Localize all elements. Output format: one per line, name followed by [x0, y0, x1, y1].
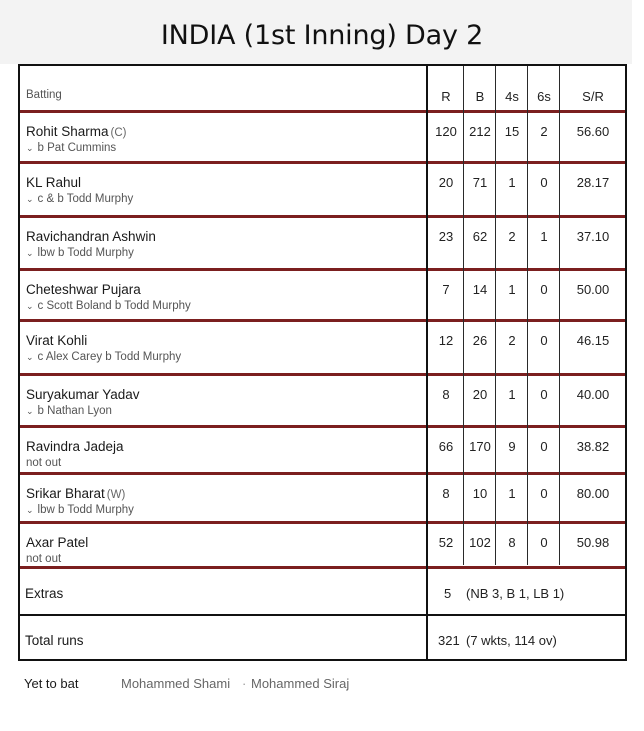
dismissal-text: not out	[26, 457, 62, 469]
strike-rate-cell: 38.82	[576, 439, 610, 454]
sixes-cell: 1	[540, 229, 548, 244]
strike-rate-cell: 50.00	[576, 282, 610, 297]
batter-name: KL Rahul	[26, 175, 82, 190]
header-sixes: 6s	[537, 89, 551, 104]
dismissal-toggle	[26, 457, 61, 469]
balls-cell: 62	[472, 229, 488, 244]
runs-cell: 8	[442, 486, 450, 501]
batter-name: Srikar Bharat (W)	[26, 486, 126, 501]
batter-row[interactable]	[20, 113, 625, 164]
dismissal-toggle[interactable]	[26, 300, 191, 312]
batter-row[interactable]	[20, 475, 625, 524]
extras-label: Extras	[25, 586, 64, 601]
batter-name: Suryakumar Yadav	[26, 387, 140, 402]
strike-rate-cell: 56.60	[576, 124, 610, 139]
runs-cell: 8	[442, 387, 450, 402]
fours-cell: 1	[508, 387, 516, 402]
runs-cell: 66	[438, 439, 454, 454]
runs-cell: 52	[438, 535, 454, 550]
yet-to-bat-player[interactable]: Mohammed Siraj	[251, 676, 350, 691]
chevron-down-icon: ⌄	[26, 143, 34, 153]
scorecard-table	[18, 64, 627, 661]
sixes-cell: 0	[540, 282, 548, 297]
dismissal-toggle[interactable]	[26, 504, 134, 516]
fours-cell: 9	[508, 439, 516, 454]
dismissal-toggle[interactable]	[26, 351, 181, 363]
role-tag: (C)	[110, 127, 127, 139]
chevron-down-icon: ⌄	[26, 301, 34, 311]
balls-cell: 102	[469, 535, 491, 550]
strike-rate-cell: 50.98	[576, 535, 610, 550]
dismissal-text: not out	[26, 553, 62, 565]
batter-name: Axar Patel	[26, 535, 89, 550]
chevron-down-icon: ⌄	[26, 505, 34, 515]
batter-name: Cheteshwar Pujara	[26, 282, 141, 297]
role-tag: (W)	[106, 489, 126, 501]
balls-cell: 26	[472, 333, 488, 348]
fours-cell: 2	[508, 333, 516, 348]
dismissal-text: b Nathan Lyon	[37, 405, 112, 417]
balls-cell: 14	[472, 282, 488, 297]
batter-row[interactable]	[20, 428, 625, 475]
header-runs: R	[441, 89, 451, 104]
balls-cell: 20	[472, 387, 488, 402]
header-balls: B	[475, 89, 485, 104]
divider-col	[495, 66, 496, 565]
runs-cell: 23	[438, 229, 454, 244]
dismissal-text: c & b Todd Murphy	[37, 193, 134, 205]
batter-row[interactable]	[20, 322, 625, 376]
dismissal-text: lbw b Todd Murphy	[37, 247, 134, 259]
dismissal-text: lbw b Todd Murphy	[37, 504, 134, 516]
batter-row[interactable]	[20, 218, 625, 271]
chevron-down-icon: ⌄	[26, 352, 34, 362]
balls-cell: 10	[472, 486, 488, 501]
sixes-cell: 0	[540, 535, 548, 550]
dismissal-text: c Scott Boland b Todd Murphy	[37, 300, 191, 312]
strike-rate-cell: 37.10	[576, 229, 610, 244]
fours-cell: 1	[508, 282, 516, 297]
total-value: 321	[438, 633, 460, 648]
runs-cell: 120	[435, 124, 457, 139]
dismissal-toggle[interactable]	[26, 193, 133, 205]
divider-col	[559, 66, 560, 565]
chevron-down-icon: ⌄	[26, 248, 34, 258]
batter-name: Ravichandran Ashwin	[26, 229, 156, 244]
header-strike-rate: S/R	[582, 89, 604, 104]
header-row	[20, 66, 625, 113]
strike-rate-cell: 28.17	[576, 175, 610, 190]
dismissal-text: b Pat Cummins	[37, 142, 117, 154]
dismissal-toggle[interactable]	[26, 247, 134, 259]
runs-cell: 7	[442, 282, 450, 297]
total-detail: (7 wkts, 114 ov)	[466, 633, 557, 648]
dismissal-toggle[interactable]	[26, 405, 112, 417]
fours-cell: 8	[508, 535, 516, 550]
batter-name: Ravindra Jadeja	[26, 439, 124, 454]
yet-to-bat-player[interactable]: Mohammed Shami	[121, 676, 231, 691]
sixes-cell: 2	[540, 124, 548, 139]
strike-rate-cell: 80.00	[576, 486, 610, 501]
total-row	[20, 616, 625, 661]
batter-row[interactable]	[20, 524, 625, 569]
batter-row[interactable]	[20, 164, 625, 218]
batter-name: Rohit Sharma (C)	[26, 124, 127, 139]
runs-cell: 12	[438, 333, 454, 348]
sixes-cell: 0	[540, 175, 548, 190]
dismissal-toggle[interactable]	[26, 142, 116, 154]
divider-col	[527, 66, 528, 565]
extras-row	[20, 569, 625, 616]
strike-rate-cell: 46.15	[576, 333, 610, 348]
sixes-cell: 0	[540, 387, 548, 402]
strike-rate-cell: 40.00	[576, 387, 610, 402]
sixes-cell: 0	[540, 486, 548, 501]
total-label: Total runs	[25, 633, 84, 648]
divider-col	[463, 66, 464, 565]
batter-name: Virat Kohli	[26, 333, 88, 348]
yet-to-bat-separator: ·	[242, 676, 247, 691]
fours-cell: 2	[508, 229, 516, 244]
yet-to-bat-label: Yet to bat	[24, 676, 79, 691]
balls-cell: 71	[472, 175, 488, 190]
chevron-down-icon: ⌄	[26, 194, 34, 204]
sixes-cell: 0	[540, 333, 548, 348]
balls-cell: 212	[469, 124, 491, 139]
extras-value: 5	[444, 586, 452, 601]
dismissal-toggle	[26, 553, 61, 565]
divider-main	[426, 66, 428, 659]
runs-cell: 20	[438, 175, 454, 190]
extras-detail: (NB 3, B 1, LB 1)	[466, 586, 565, 601]
fours-cell: 1	[508, 175, 516, 190]
fours-cell: 1	[508, 486, 516, 501]
batter-row[interactable]	[20, 376, 625, 428]
balls-cell: 170	[469, 439, 491, 454]
page-title: INDIA (1st Inning) Day 2	[160, 20, 484, 51]
fours-cell: 15	[504, 124, 520, 139]
dismissal-text: c Alex Carey b Todd Murphy	[37, 351, 182, 363]
header-batting: Batting	[26, 89, 62, 101]
chevron-down-icon: ⌄	[26, 406, 34, 416]
batter-row[interactable]	[20, 271, 625, 322]
sixes-cell: 0	[540, 439, 548, 454]
header-fours: 4s	[505, 89, 519, 104]
